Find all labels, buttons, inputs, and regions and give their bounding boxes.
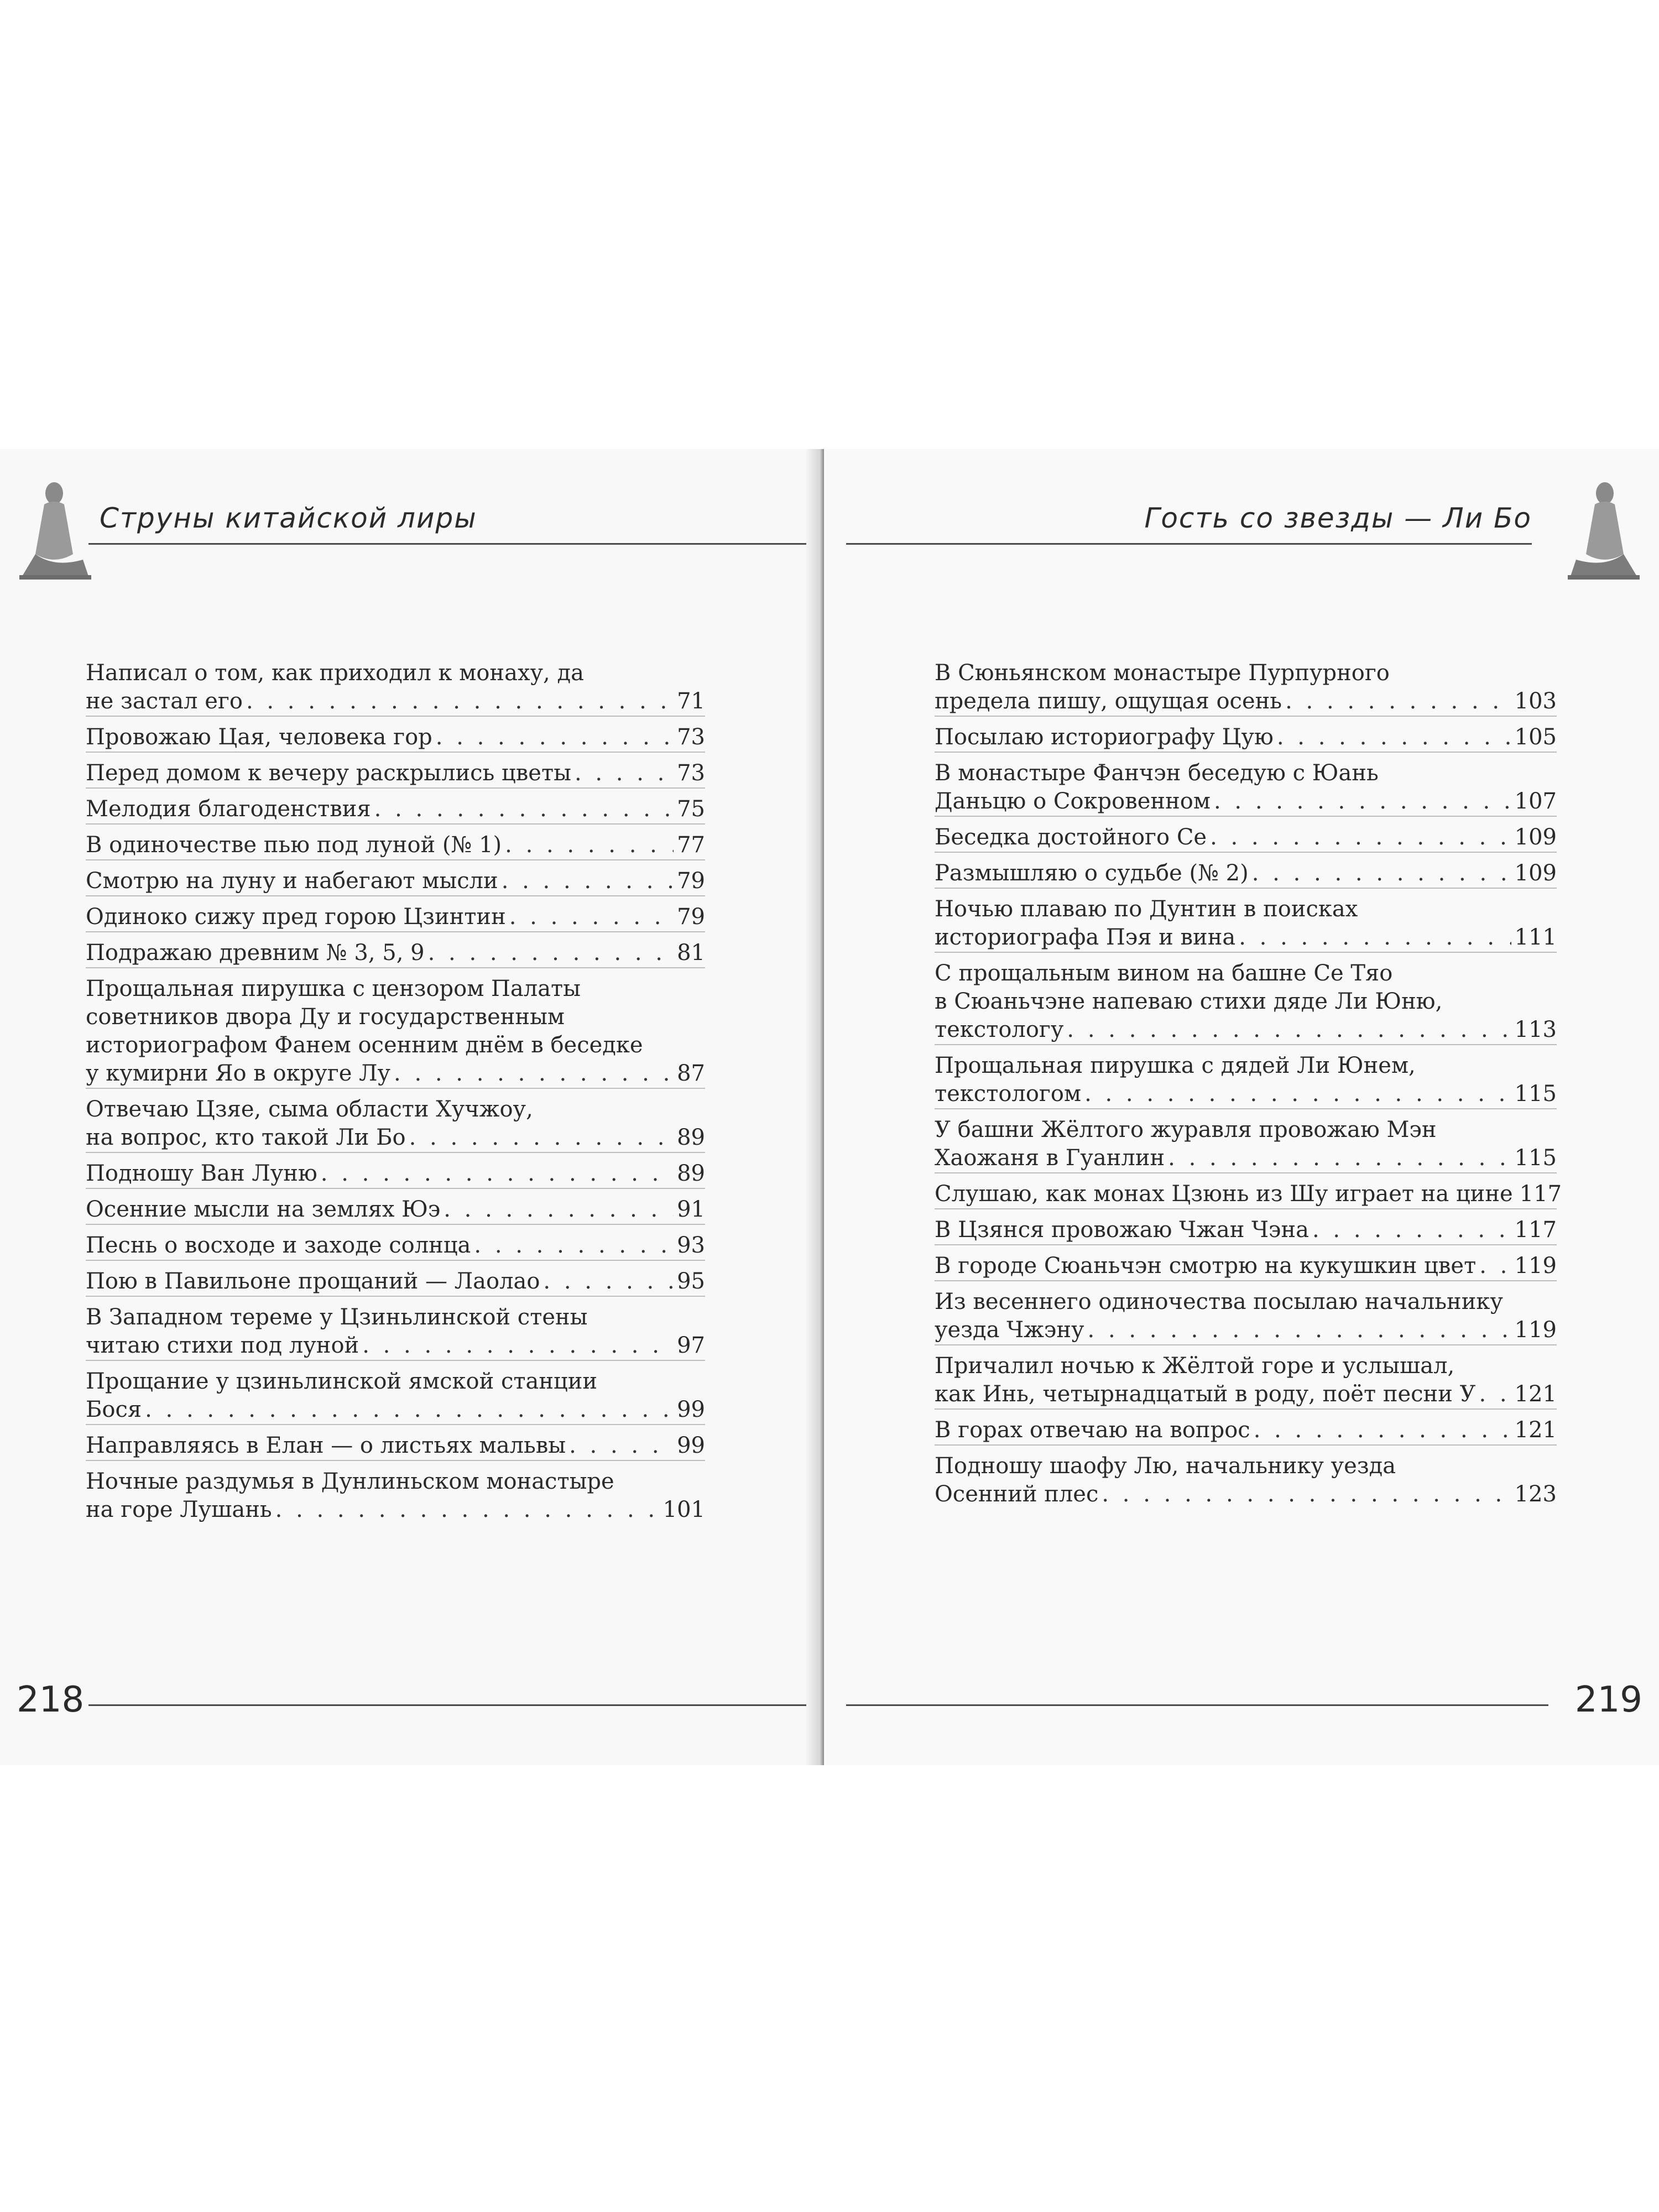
entry-separator xyxy=(86,787,705,795)
right-page xyxy=(824,449,1659,1765)
entry-separator xyxy=(86,931,705,939)
page-number: 218 xyxy=(17,1679,85,1720)
toc-entry xyxy=(935,1216,1557,1244)
dot-leader xyxy=(1239,924,1511,952)
toc-entry-last-line xyxy=(935,1480,1557,1509)
dot-leader xyxy=(1285,687,1511,716)
toc-entry-last-line xyxy=(935,1216,1557,1244)
toc-entry-title: Перед домом к вечеру раскрылись цветы xyxy=(86,760,571,786)
toc-entry xyxy=(86,795,705,823)
toc-entry-last-line xyxy=(935,1380,1557,1408)
toc-entry-page: 105 xyxy=(1514,724,1557,750)
toc-entry-page: 81 xyxy=(677,940,705,966)
figurine-ornament xyxy=(11,471,94,582)
toc-entry-page: 115 xyxy=(1514,1081,1557,1107)
toc-entry-line: в Сюаньчэне напеваю стихи дяде Ли Юню, xyxy=(935,989,1443,1014)
toc-entry xyxy=(86,1232,705,1260)
toc-entry-title: Посылаю историографу Цую xyxy=(935,724,1274,750)
toc-entry-page: 107 xyxy=(1514,789,1557,814)
header-rule xyxy=(88,543,807,545)
dot-leader xyxy=(1479,1252,1511,1280)
toc-entry-page: 109 xyxy=(1514,825,1557,850)
toc-entry-line: Написал о том, как приходил к монаху, да xyxy=(86,660,584,686)
toc-entry-title: В горах отвечаю на вопрос xyxy=(935,1417,1250,1443)
toc-entry-title: историографа Пэя и вина xyxy=(935,925,1236,950)
dot-leader xyxy=(1168,1144,1511,1172)
header-rule xyxy=(846,543,1532,545)
toc-entry-page: 115 xyxy=(1514,1145,1557,1171)
book-spread xyxy=(0,449,1659,1765)
toc-entry-line: Прощальная пирушка с дядей Ли Юнем, xyxy=(935,1053,1416,1078)
dot-leader xyxy=(1210,823,1511,852)
toc-entry-last-line xyxy=(935,859,1557,888)
toc-entry-page: 101 xyxy=(662,1497,705,1522)
toc-entry-last-line xyxy=(86,1196,705,1224)
toc-entry-page: 119 xyxy=(1514,1253,1557,1279)
toc-entry-last-line xyxy=(86,1332,705,1360)
toc-entry-page: 89 xyxy=(677,1161,705,1186)
toc-entry-last-line xyxy=(935,1416,1557,1444)
toc-entry-last-line xyxy=(86,1160,705,1188)
toc-entry-page: 89 xyxy=(677,1125,705,1150)
toc-entry-last-line xyxy=(86,687,705,716)
entry-separator xyxy=(935,1408,1557,1416)
toc-entry xyxy=(935,1452,1557,1509)
toc-entry-title: Одиноко сижу пред горою Цзинтин xyxy=(86,904,506,930)
toc-entry-title: Осенние мысли на землях Юэ xyxy=(86,1197,441,1222)
dot-leader xyxy=(145,1396,674,1424)
toc-entry-line: Прощальная пирушка с цензором Палаты xyxy=(86,976,581,1001)
toc-entry xyxy=(86,1160,705,1188)
toc-entry xyxy=(935,959,1557,1044)
toc-entry xyxy=(935,1252,1557,1280)
toc-entry-line: В Сюньянском монастыре Пурпурного xyxy=(935,660,1390,686)
entry-separator xyxy=(86,1360,705,1368)
toc-entry xyxy=(935,1052,1557,1108)
toc-entry xyxy=(86,1267,705,1296)
toc-entry-title: Размышляю о судьбе (№ 2) xyxy=(935,860,1249,886)
toc-entry-page: 71 xyxy=(677,688,705,714)
dot-leader xyxy=(374,795,674,823)
dot-leader xyxy=(321,1160,674,1188)
toc-entry-title: Слушаю, как монах Цзюнь из Шу играет на цине xyxy=(935,1181,1513,1207)
entry-separator xyxy=(86,967,705,975)
entry-separator xyxy=(935,816,1557,823)
toc-entry-line: В монастыре Фанчэн беседую с Юань xyxy=(935,760,1379,786)
toc-entry xyxy=(86,975,705,1088)
toc-entry-page: 73 xyxy=(677,760,705,786)
toc-entry-last-line xyxy=(935,823,1557,852)
toc-entry xyxy=(86,1303,705,1360)
toc-entry-title: В городе Сюаньчэн смотрю на кукушкин цвет xyxy=(935,1253,1477,1279)
toc-entry-title: уезда Чжэну xyxy=(935,1317,1084,1343)
toc-entry-title: Осенний плес xyxy=(935,1481,1099,1507)
toc-entry-last-line xyxy=(86,1124,705,1152)
dot-leader xyxy=(575,759,674,787)
dot-leader xyxy=(1277,723,1511,752)
toc-entry-page: 119 xyxy=(1514,1317,1557,1343)
toc-entry-title: В Цзянся провожаю Чжан Чэна xyxy=(935,1217,1309,1243)
entry-separator xyxy=(935,716,1557,723)
dot-leader xyxy=(444,1196,674,1224)
toc-entry-last-line xyxy=(86,1496,705,1524)
toc-entry-page: 109 xyxy=(1514,860,1557,886)
toc-entry-line: историографом Фанем осенним днём в беседке xyxy=(86,1032,643,1058)
entry-separator xyxy=(935,1444,1557,1452)
footer-rule xyxy=(846,1704,1548,1706)
toc-list xyxy=(86,659,705,1524)
toc-list xyxy=(935,659,1562,1509)
figurine-ornament xyxy=(1565,471,1648,582)
toc-entry xyxy=(935,1288,1557,1344)
toc-entry-page: 99 xyxy=(677,1433,705,1458)
toc-entry-title: Беседка достойного Се xyxy=(935,825,1207,850)
toc-entry-last-line xyxy=(86,1232,705,1260)
toc-entry-title: Направляясь в Елан — о листьях мальвы xyxy=(86,1433,566,1458)
entry-separator xyxy=(935,1208,1557,1216)
entry-separator xyxy=(935,1280,1557,1288)
toc-entry xyxy=(935,895,1557,952)
entry-separator xyxy=(86,1224,705,1232)
dot-leader xyxy=(1088,1316,1511,1344)
toc-entry-last-line xyxy=(935,723,1557,752)
toc-entry-last-line xyxy=(935,1144,1557,1172)
toc-entry-line: У башни Жёлтого журавля провожаю Мэн xyxy=(935,1117,1437,1142)
toc-entry-title: Хаожаня в Гуанлин xyxy=(935,1145,1165,1171)
toc-entry-last-line xyxy=(935,1252,1557,1280)
entry-separator xyxy=(86,895,705,903)
entry-separator xyxy=(935,1344,1557,1352)
dot-leader xyxy=(1102,1480,1511,1509)
toc-entry-title: на вопрос, кто такой Ли Бо xyxy=(86,1125,406,1150)
dot-leader xyxy=(505,831,674,859)
toc-entry-line: Отвечаю Цзяе, сыма области Хучжоу, xyxy=(86,1097,533,1122)
entry-separator xyxy=(86,859,705,867)
toc-entry xyxy=(935,1352,1557,1408)
toc-entry-page: 113 xyxy=(1514,1017,1557,1042)
toc-entry-last-line xyxy=(86,795,705,823)
toc-entry-title: Смотрю на луну и набегают мысли xyxy=(86,868,498,894)
entry-separator xyxy=(935,852,1557,859)
toc-entry-last-line xyxy=(86,939,705,967)
toc-entry-title: как Инь, четырнадцатый в роду, поёт песни У xyxy=(935,1381,1476,1407)
entry-separator xyxy=(86,823,705,831)
toc-entry-last-line xyxy=(86,1267,705,1296)
entry-separator xyxy=(86,1260,705,1267)
toc-entry xyxy=(86,1432,705,1460)
toc-entry xyxy=(86,1468,705,1524)
entry-separator xyxy=(86,716,705,723)
toc-entry xyxy=(86,1095,705,1152)
toc-entry-last-line xyxy=(86,831,705,859)
toc-entry xyxy=(86,659,705,716)
toc-entry xyxy=(935,859,1557,888)
entry-separator xyxy=(86,1424,705,1432)
toc-entry-line: Причалил ночью к Жёлтой горе и услышал, xyxy=(935,1353,1455,1379)
page-number: 219 xyxy=(1574,1679,1642,1720)
toc-entry-line: Ночью плаваю по Дунтин в поисках xyxy=(935,896,1358,922)
toc-entry-title: у кумирни Яо в округе Лу xyxy=(86,1061,391,1086)
toc-entry-last-line xyxy=(935,1316,1557,1344)
toc-entry-title: Подражаю древним № 3, 5, 9 xyxy=(86,940,425,966)
toc-entry-last-line xyxy=(86,1396,705,1424)
entry-separator xyxy=(86,1460,705,1468)
toc-entry-title: читаю стихи под луной xyxy=(86,1333,359,1358)
toc-entry-page: 77 xyxy=(677,832,705,858)
toc-entry xyxy=(86,831,705,859)
toc-entry-page: 121 xyxy=(1514,1417,1557,1443)
toc-entry-last-line xyxy=(86,903,705,931)
entry-separator xyxy=(935,952,1557,959)
dot-leader xyxy=(1252,859,1511,888)
toc-entry-last-line xyxy=(935,924,1557,952)
entry-separator xyxy=(86,1152,705,1160)
entry-separator xyxy=(935,1044,1557,1052)
toc-entry-title: Провожаю Цая, человека гор xyxy=(86,724,432,750)
toc-entry-last-line xyxy=(86,759,705,787)
toc-entry-title: Бося xyxy=(86,1397,142,1422)
toc-entry-page: 93 xyxy=(677,1233,705,1258)
dot-leader xyxy=(1067,1016,1511,1044)
dot-leader xyxy=(394,1060,674,1088)
toc-entry xyxy=(86,903,705,931)
toc-entry-title: Мелодия благоденствия xyxy=(86,796,371,822)
toc-entry xyxy=(935,823,1557,852)
toc-entry-title: текстологом xyxy=(935,1081,1082,1107)
toc-entry-page: 117 xyxy=(1519,1181,1562,1207)
toc-entry xyxy=(86,1196,705,1224)
toc-entry-last-line xyxy=(935,1016,1557,1044)
toc-entry-page: 97 xyxy=(677,1333,705,1358)
toc-entry xyxy=(935,1416,1557,1444)
toc-entry xyxy=(86,939,705,967)
toc-entry-page: 123 xyxy=(1514,1481,1557,1507)
toc-entry-title: текстологу xyxy=(935,1017,1064,1042)
dot-leader xyxy=(509,903,674,931)
dot-leader xyxy=(362,1332,674,1360)
toc-entry-title: на горе Лушань xyxy=(86,1497,272,1522)
entry-separator xyxy=(86,752,705,759)
entry-separator xyxy=(86,1296,705,1303)
toc-entry-last-line xyxy=(86,867,705,895)
running-header: Струны китайской лиры xyxy=(100,502,477,534)
toc-entry xyxy=(935,759,1557,816)
toc-entry-title: предела пишу, ощущая осень xyxy=(935,688,1282,714)
toc-entry-page: 87 xyxy=(677,1061,705,1086)
dot-leader xyxy=(543,1267,674,1296)
toc-entry-line: Подношу шаофу Лю, начальнику уезда xyxy=(935,1453,1396,1479)
dot-leader xyxy=(428,939,674,967)
dot-leader xyxy=(1214,787,1511,816)
entry-separator xyxy=(86,1188,705,1196)
dot-leader xyxy=(1084,1080,1511,1108)
running-header: Гость со звезды — Ли Бо xyxy=(1144,502,1532,534)
toc-entry-line: В Западном тереме у Цзиньлинской стены xyxy=(86,1305,588,1330)
toc-entry-page: 103 xyxy=(1514,688,1557,714)
entry-separator xyxy=(935,888,1557,895)
toc-entry-last-line xyxy=(935,1080,1557,1108)
toc-entry-line: С прощальным вином на башне Се Тяо xyxy=(935,961,1393,986)
left-page xyxy=(0,449,824,1765)
toc-entry xyxy=(935,723,1557,752)
toc-entry-title: Пою в Павильоне прощаний — Лаолао xyxy=(86,1269,540,1294)
toc-entry xyxy=(86,759,705,787)
dot-leader xyxy=(569,1432,674,1460)
dot-leader xyxy=(1254,1416,1511,1444)
dot-leader xyxy=(1312,1216,1511,1244)
toc-entry xyxy=(935,1116,1557,1172)
toc-entry-last-line xyxy=(86,1432,705,1460)
toc-entry-title: В одиночестве пью под луной (№ 1) xyxy=(86,832,502,858)
toc-entry-page: 99 xyxy=(677,1397,705,1422)
entry-separator xyxy=(935,1244,1557,1252)
toc-entry-line: советников двора Ду и государственным xyxy=(86,1004,565,1030)
toc-entry-page: 79 xyxy=(677,868,705,894)
toc-entry-last-line xyxy=(935,787,1557,816)
entry-separator xyxy=(86,1088,705,1095)
dot-leader xyxy=(275,1496,660,1524)
toc-entry xyxy=(86,723,705,752)
toc-entry-last-line xyxy=(86,723,705,752)
toc-entry-page: 111 xyxy=(1514,925,1557,950)
dot-leader xyxy=(246,687,674,716)
toc-entry-title: Даньцю о Сокровенном xyxy=(935,789,1211,814)
toc-entry-title: не застал его xyxy=(86,688,243,714)
toc-entry-page: 73 xyxy=(677,724,705,750)
dot-leader xyxy=(436,723,674,752)
toc-entry xyxy=(935,659,1557,716)
toc-entry-page: 117 xyxy=(1514,1217,1557,1243)
toc-entry-page: 79 xyxy=(677,904,705,930)
toc-entry-title: Песнь о восходе и заходе солнца xyxy=(86,1233,471,1258)
toc-entry xyxy=(86,1368,705,1424)
toc-entry-page: 95 xyxy=(677,1269,705,1294)
entry-separator xyxy=(935,1172,1557,1180)
toc-entry-last-line xyxy=(935,687,1557,716)
toc-entry-title: Подношу Ван Луню xyxy=(86,1161,317,1186)
entry-separator xyxy=(935,752,1557,759)
dot-leader xyxy=(1479,1380,1511,1408)
dot-leader xyxy=(409,1124,674,1152)
toc-entry-page: 121 xyxy=(1514,1381,1557,1407)
toc-entry xyxy=(86,867,705,895)
toc-entry-last-line xyxy=(86,1060,705,1088)
entry-separator xyxy=(935,1108,1557,1116)
dot-leader xyxy=(474,1232,674,1260)
toc-entry-page: 91 xyxy=(677,1197,705,1222)
footer-rule xyxy=(88,1704,807,1706)
toc-entry-line: Ночные раздумья в Дунлиньском монастыре xyxy=(86,1469,614,1494)
toc-entry-page: 75 xyxy=(677,796,705,822)
toc-entry-line: Прощание у цзиньлинской ямской станции xyxy=(86,1369,598,1394)
toc-entry xyxy=(935,1180,1562,1208)
dot-leader xyxy=(502,867,674,895)
toc-entry-last-line xyxy=(935,1180,1562,1208)
toc-entry-line: Из весеннего одиночества посылаю начальнику xyxy=(935,1289,1503,1314)
